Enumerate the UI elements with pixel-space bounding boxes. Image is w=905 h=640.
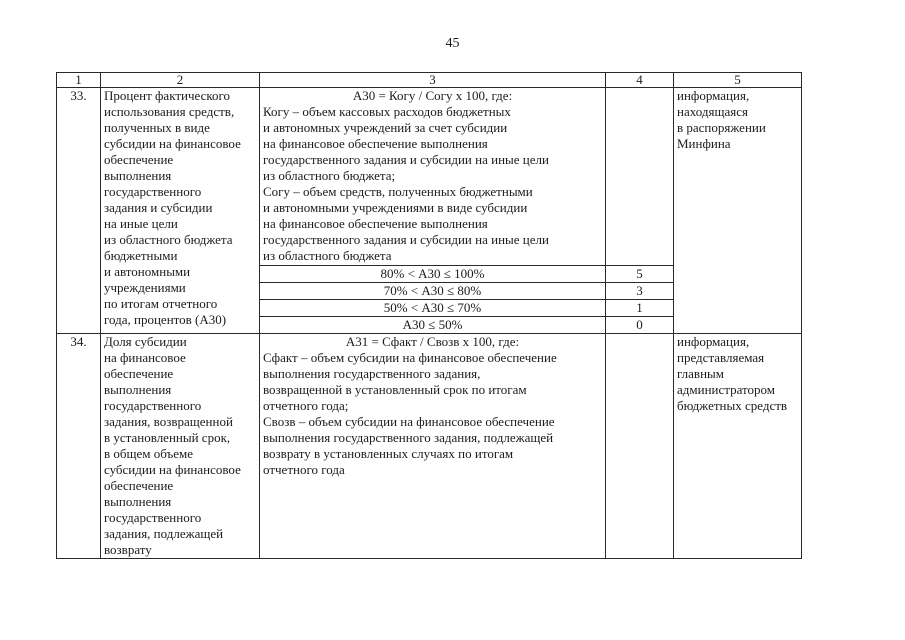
range-score: 0 [606, 317, 674, 334]
formula: А31 = Сфакт / Свозв х 100, где: [345, 334, 520, 349]
page-number: 45 [445, 36, 460, 51]
formula-cell [260, 88, 606, 266]
row-number: 33. [57, 88, 101, 334]
indicator-name: Доля субсидии на финансовое обеспечение выполнения государственного задания, возвращенной в установленный срок, в общем объеме субсидии на финансовое обеспечение выполнения государственного задания, подлежащей возврату [101, 334, 260, 559]
formula-description: Сфакт – объем субсидии на финансовое обеспечение выполнения государственного задания, возвращенной в установленный срок по итогам отчетного года; Свозв – объем субсидии на финансовое обеспечение выполнения государственного задания, подлежащей возврату в установленных случаях по итогам отчетного года [263, 350, 557, 477]
range-condition: А30 ≤ 50% [260, 317, 606, 334]
range-score: 1 [606, 300, 674, 317]
score-cell [606, 334, 674, 559]
row-number: 34. [57, 334, 101, 559]
criteria-table [56, 72, 802, 559]
table-row-34 [57, 334, 802, 559]
formula: А30 = Когу / Согу х 100, где: [352, 88, 513, 103]
header-cell-3: 3 [260, 73, 606, 88]
range-condition: 70% < А30 ≤ 80% [260, 283, 606, 300]
indicator-name: Процент фактического использования средств, полученных в виде субсидии на финансовое обеспечение выполнения государственного задания и субсидии на иные цели из областного бюджета бюджетными и автономными учреждениями по итогам отчетного года, процентов (А30) [101, 88, 260, 334]
header-cell-5: 5 [674, 73, 802, 88]
formula-cell [260, 334, 606, 559]
header-row [57, 73, 802, 88]
info-source: информация, находящаяся в распоряжении Минфина [674, 88, 802, 334]
header-cell-4: 4 [606, 73, 674, 88]
formula-description: Когу – объем кассовых расходов бюджетных и автономных учреждений за счет субсидии на финансовое обеспечение выполнения государственного задания и субсидии на иные цели из областного бюджета; Согу – объем средств, полученных бюджетными и автономными учреждениями в виде субсидии на финансовое обеспечение выполнения государственного задания и субсидии на иные цели из областного бюджета [263, 104, 549, 263]
range-condition: 80% < А30 ≤ 100% [260, 266, 606, 283]
info-source: информация, представляемая главным администратором бюджетных средств [674, 334, 802, 559]
score-cell [606, 88, 674, 266]
range-score: 5 [606, 266, 674, 283]
header-cell-1: 1 [57, 73, 101, 88]
range-score: 3 [606, 283, 674, 300]
header-cell-2: 2 [101, 73, 260, 88]
table-row-33 [57, 88, 802, 266]
range-condition: 50% < А30 ≤ 70% [260, 300, 606, 317]
